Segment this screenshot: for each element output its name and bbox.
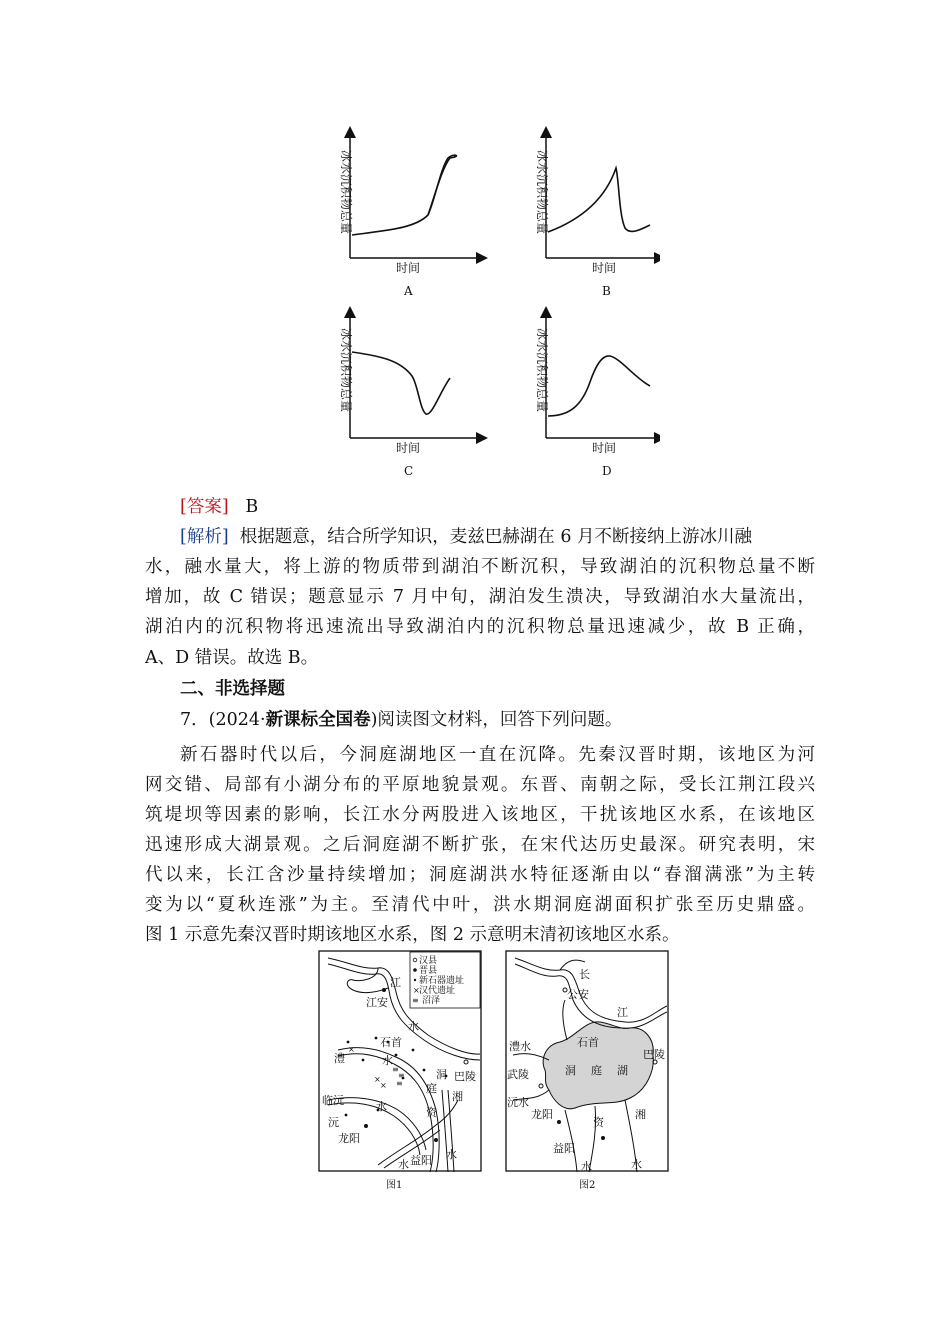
map2-label-xiang: 湘 — [635, 1108, 646, 1121]
graph-b — [535, 132, 660, 298]
map1-label-shishou: 石首 — [380, 1036, 402, 1049]
graph-d-ylabel: 冰水沉积物总量 — [535, 328, 549, 413]
map2-label-gongan: 公安 — [567, 988, 589, 1001]
map1-label-ting: 庭 — [426, 1082, 437, 1095]
map1-label-baling: 巴陵 — [454, 1070, 476, 1083]
map2-label-lishui: 澧水 — [509, 1040, 531, 1053]
map1-caption: 图1 — [386, 1180, 403, 1191]
graph-a-label: A — [404, 284, 413, 298]
graph-a-xlabel: 时间 — [396, 261, 421, 275]
graph-c-xlabel: 时间 — [396, 441, 421, 455]
svg-text:×: × — [348, 1045, 355, 1054]
map1-label-jiangan: 江安 — [366, 996, 388, 1009]
map1-label-dong: 洞 — [436, 1068, 447, 1081]
map1-label-xiang: 湘 — [452, 1090, 463, 1103]
paragraph-line-5: 代以来，长江含沙量持续增加；洞庭湖洪水特征逐渐由以“春溜满涨”为主转 — [145, 865, 816, 885]
map1-label-linyuan: 临沅 — [322, 1094, 344, 1107]
answer-line — [180, 492, 815, 522]
map1-label-shui-5: 水 — [398, 1158, 409, 1171]
svg-text:×: × — [380, 1081, 387, 1090]
map1-label-jiang: 江 — [390, 976, 401, 989]
map1-label-li: 澧 — [334, 1052, 345, 1065]
graph-a — [339, 132, 482, 298]
svg-text:≡: ≡ — [392, 1065, 399, 1074]
map2-label-yiyang: 益阳 — [553, 1142, 575, 1155]
map1-legend-1: 汉县 — [419, 956, 438, 966]
map1-label-zi: 资 — [426, 1106, 437, 1119]
map2-label-baling: 巴陵 — [643, 1048, 665, 1061]
map1-label-longyang: 龙阳 — [338, 1132, 360, 1145]
graph-c — [339, 312, 482, 478]
map1-legend-4: 汉代遗址 — [419, 986, 456, 996]
map2-label-jiang: 江 — [617, 1006, 628, 1019]
graph-b-curve — [548, 168, 650, 232]
map2-label-ting: 庭 — [591, 1064, 602, 1077]
map1-legend-2: 晋县 — [419, 966, 438, 976]
map2-label-chang: 长 — [579, 968, 590, 981]
question-7-header: 7．(2024·新课标全国卷)阅读图文材料，回答下列问题。 — [180, 710, 623, 730]
paragraph-line-3: 筑堤坝等因素的影响，长江水分两股进入该地区，干扰该地区水系，在该地区 — [145, 805, 815, 825]
section-title: 二、非选择题 — [180, 679, 285, 699]
map2-caption: 图2 — [579, 1180, 596, 1191]
graph-d-xlabel: 时间 — [592, 441, 617, 455]
analysis-line-5: A、D 错误。故选 B。 — [145, 648, 319, 668]
map1-legend-3: 新石器遗址 — [419, 976, 465, 986]
analysis-line-2: 水，融水量大，将上游的物质带到湖泊不断沉积，导致湖泊的沉积物总量不断 — [145, 557, 815, 577]
graph-d — [535, 312, 660, 478]
graph-c-label: C — [404, 464, 414, 478]
analysis-line-3: 增加，故 C 错误；题意显示 7 月中旬，湖泊发生溃决，导致湖泊水大量流出， — [145, 587, 815, 607]
graph-c-ylabel: 冰水沉积物总量 — [339, 328, 353, 413]
map2-label-yuanshui: 沅水 — [507, 1096, 529, 1109]
graph-d-curve — [548, 356, 650, 416]
paragraph-line-6: 变为以“夏秋连涨”为主。至清代中叶，洪水期洞庭湖面积扩张至历史鼎盛。 — [145, 895, 815, 915]
question-source: 新课标全国卷 — [265, 710, 371, 730]
analysis-label: [解析] — [180, 527, 229, 547]
graph-figure — [320, 120, 660, 490]
svg-text:≡: ≡ — [396, 1079, 403, 1088]
map-figure-1 — [318, 950, 484, 1200]
analysis-line-4: 湖泊内的沉积物将迅速流出导致湖泊内的沉积物总量迅速减少，故 B 正确， — [145, 617, 815, 637]
svg-text:×: × — [413, 986, 420, 995]
map2-label-shui-1: 水 — [581, 1160, 592, 1173]
map1-label-yiyang: 益阳 — [410, 1154, 432, 1167]
graph-d-label: D — [602, 464, 612, 478]
map2-label-longyang: 龙阳 — [531, 1108, 553, 1121]
paragraph-line-4: 迅速形成大湖景观。之后洞庭湖不断扩张，在宋代达历史最深。研究表明，宋 — [145, 835, 815, 855]
map-figure-2 — [505, 950, 671, 1200]
map2-label-dong: 洞 — [565, 1064, 576, 1077]
svg-text:≡: ≡ — [398, 1071, 405, 1080]
map1-label-shui-3: 水 — [376, 1100, 387, 1113]
map1-legend-5: 沼泽 — [422, 996, 441, 1006]
map2-label-zi: 资 — [593, 1116, 604, 1129]
graph-b-ylabel: 冰水沉积物总量 — [535, 150, 549, 235]
svg-text:≡: ≡ — [412, 996, 419, 1005]
map1-label-shui-1: 水 — [408, 1020, 419, 1033]
map1-label-shui-2: 水 — [382, 1054, 393, 1067]
map2-label-shishou: 石首 — [577, 1036, 599, 1049]
analysis-line-1: [解析] 根据题意，结合所学知识，麦兹巴赫湖在 6 月不断接纳上游冰川融 — [180, 527, 753, 547]
paragraph-line-7: 图 1 示意先秦汉晋时期该地区水系，图 2 示意明末清初该地区水系。 — [145, 925, 680, 945]
paragraph-line-1: 新石器时代以后，今洞庭湖地区一直在沉降。先秦汉晋时期，该地区为河 — [180, 745, 815, 765]
map1-label-shui-4: 水 — [446, 1148, 457, 1161]
graph-c-curve — [352, 352, 450, 414]
answer-label: [答案] — [180, 497, 229, 517]
graph-a-curve — [352, 155, 456, 235]
map2-label-wuling: 武陵 — [507, 1068, 529, 1081]
graph-b-label: B — [602, 284, 611, 298]
question-prompt: 阅读图文材料，回答下列问题。 — [377, 710, 623, 730]
map2-label-hu: 湖 — [617, 1064, 628, 1077]
paragraph-line-2: 网交错、局部有小湖分布的平原地貌景观。东晋、南朝之际，受长江荆江段兴 — [145, 775, 815, 795]
graph-b-xlabel: 时间 — [592, 261, 617, 275]
graph-a-ylabel: 冰水沉积物总量 — [339, 150, 353, 235]
map2-label-shui-2: 水 — [631, 1158, 642, 1171]
answer-value: B — [245, 497, 259, 517]
svg-text:×: × — [374, 1075, 381, 1084]
map1-label-yuan: 沅 — [328, 1116, 339, 1129]
